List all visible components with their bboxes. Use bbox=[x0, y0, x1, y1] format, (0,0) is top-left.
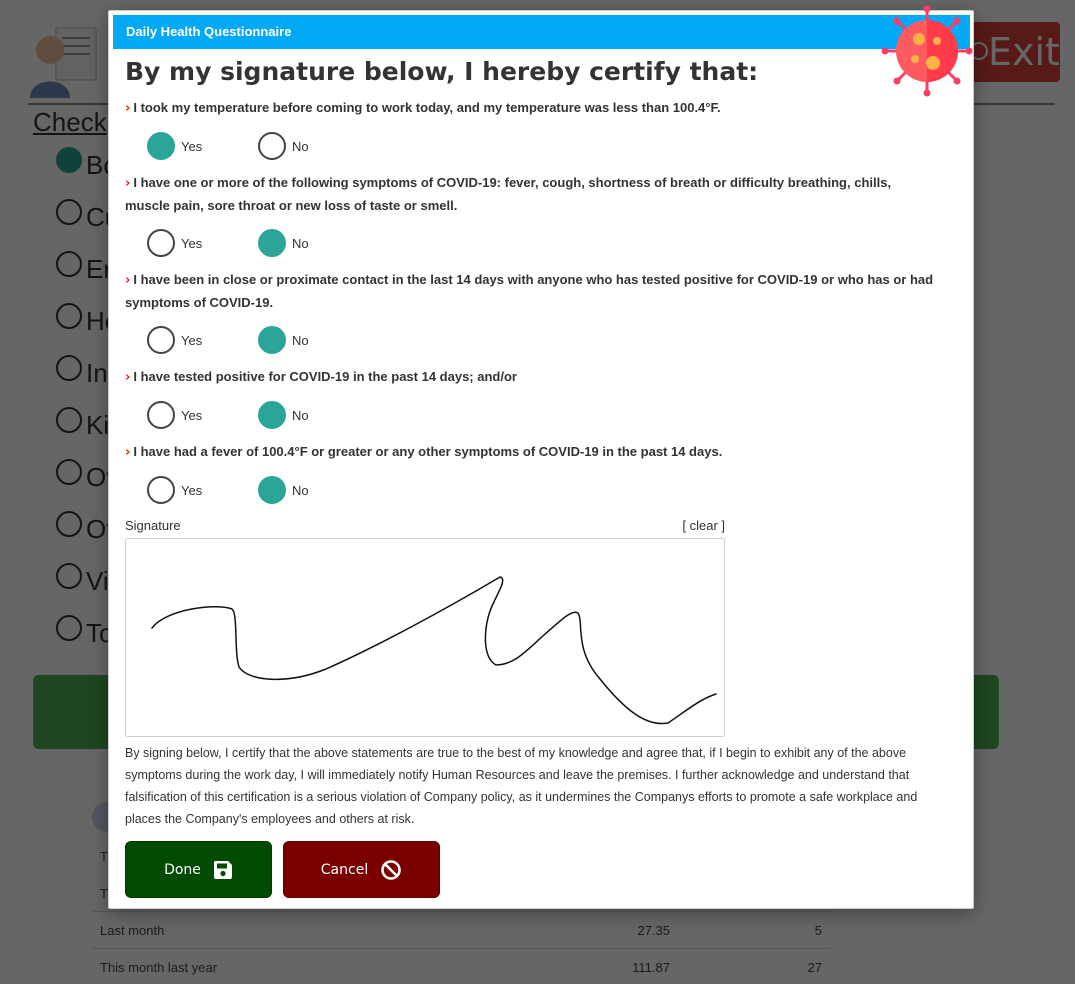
radio-button[interactable] bbox=[147, 476, 175, 504]
question-5 bbox=[125, 441, 935, 464]
radio-button[interactable] bbox=[147, 401, 175, 429]
chevron-right-icon: › bbox=[125, 445, 131, 460]
radio-button-selected[interactable] bbox=[258, 401, 286, 429]
radio-label: No bbox=[292, 332, 309, 348]
question-1-no-option[interactable] bbox=[258, 132, 309, 160]
chevron-right-icon: › bbox=[125, 176, 131, 191]
question-5-yes-option[interactable] bbox=[147, 476, 202, 504]
radio-label: No bbox=[292, 235, 309, 251]
no-entry-icon bbox=[380, 859, 402, 881]
radio-button-selected[interactable] bbox=[258, 326, 286, 354]
radio-label: Yes bbox=[181, 235, 203, 251]
question-4 bbox=[125, 366, 935, 389]
radio-label: No bbox=[292, 138, 309, 154]
virus-icon bbox=[881, 5, 973, 97]
health-questionnaire-modal bbox=[108, 10, 974, 909]
question-3 bbox=[125, 269, 935, 314]
question-text: I took my temperature before coming to work today, and my temperature was less than 100.4°F. bbox=[133, 100, 721, 115]
modal-title: Daily Health Questionnaire bbox=[113, 15, 970, 49]
chevron-right-icon: › bbox=[125, 370, 131, 385]
question-text: I have had a fever of 100.4°F or greater or any other symptoms of COVID-19 in the past 14 days. bbox=[133, 444, 723, 459]
signature-pad[interactable] bbox=[125, 538, 725, 737]
signature-label: Signature bbox=[125, 518, 181, 533]
modal-heading: By my signature below, I hereby certify that: bbox=[125, 57, 759, 86]
cancel-button-label: Cancel bbox=[320, 861, 369, 878]
radio-button[interactable] bbox=[258, 132, 286, 160]
question-5-no-option[interactable] bbox=[258, 476, 309, 504]
done-button-label: Done bbox=[164, 861, 201, 878]
radio-button[interactable] bbox=[147, 326, 175, 354]
radio-button[interactable] bbox=[147, 229, 175, 257]
question-3-yes-option[interactable] bbox=[147, 326, 202, 354]
floppy-disk-icon bbox=[213, 860, 233, 880]
radio-label: Yes bbox=[181, 482, 203, 498]
question-4-no-option[interactable] bbox=[258, 401, 309, 429]
certification-disclaimer: By signing below, I certify that the above statements are true to the best of my knowledge and agree that, if I begin to exhibit any of the above symptoms during the work day, I will immediately notify Human Resources and leave the premises. I further acknowledge and understand that falsification of this certification is a serious violation of Company policy, as it undermines the Companys efforts to promote a safe workplace and places the Company's employees and others at risk. bbox=[125, 746, 918, 826]
done-button[interactable] bbox=[125, 841, 272, 898]
radio-label: Yes bbox=[181, 332, 203, 348]
signature-stroke bbox=[126, 539, 724, 736]
question-2-yes-option[interactable] bbox=[147, 229, 202, 257]
question-4-yes-option[interactable] bbox=[147, 401, 202, 429]
question-text: I have been in close or proximate contact in the last 14 days with anyone who has tested positive for COVID-19 or who has or had symptoms of COVID-19. bbox=[125, 272, 934, 310]
question-3-no-option[interactable] bbox=[258, 326, 309, 354]
question-1 bbox=[125, 97, 935, 120]
radio-button-selected[interactable] bbox=[258, 229, 286, 257]
radio-label: No bbox=[292, 407, 309, 423]
question-text: I have one or more of the following symptoms of COVID-19: fever, cough, shortness of breath or difficulty breathing, chills, muscle pain, sore throat or new loss of taste or smell. bbox=[125, 175, 892, 213]
chevron-right-icon: › bbox=[125, 273, 131, 288]
question-1-yes-option[interactable] bbox=[147, 132, 202, 160]
question-2 bbox=[125, 172, 935, 217]
question-text: I have tested positive for COVID-19 in the past 14 days; and/or bbox=[133, 369, 517, 384]
cancel-button[interactable] bbox=[283, 841, 440, 898]
radio-label: No bbox=[292, 482, 309, 498]
radio-button-selected[interactable] bbox=[147, 132, 175, 160]
radio-label: Yes bbox=[181, 407, 203, 423]
radio-button-selected[interactable] bbox=[258, 476, 286, 504]
chevron-right-icon: › bbox=[125, 101, 131, 116]
radio-label: Yes bbox=[181, 138, 203, 154]
clear-signature-link[interactable]: [ clear ] bbox=[682, 518, 725, 533]
question-2-no-option[interactable] bbox=[258, 229, 309, 257]
